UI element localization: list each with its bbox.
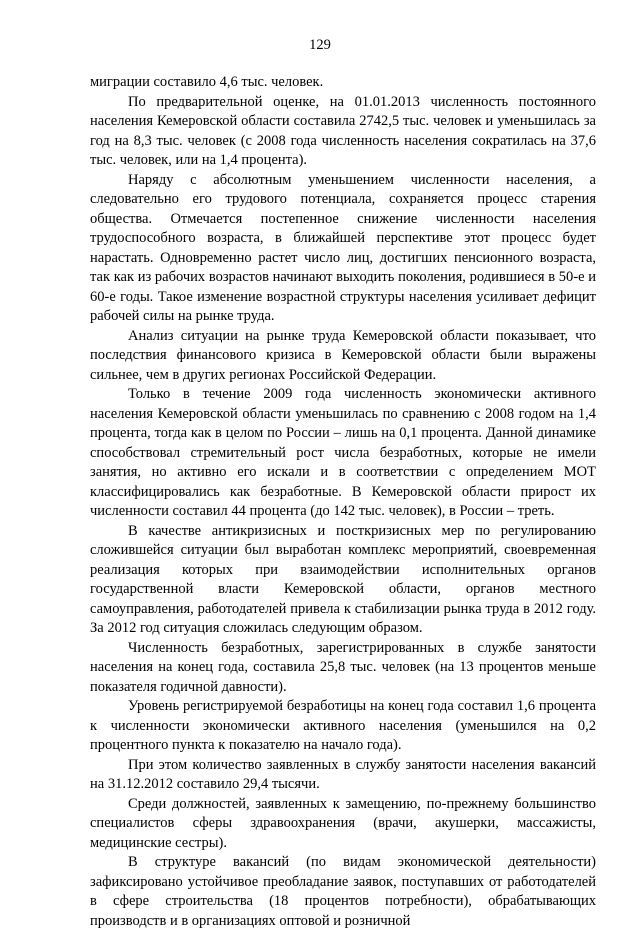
paragraph: Уровень регистрируемой безработицы на конец года составил 1,6 процента к численности экономически активного населения (уменьшился на 0,2 процентного пункта к показателю на начало года). <box>90 698 596 753</box>
document-body <box>90 73 596 931</box>
paragraph: Численность безработных, зарегистрированных в службе занятости населения на конец года, составила 25,8 тыс. человек (на 13 процентов меньше показателя годичной давности). <box>90 639 596 695</box>
paragraph: миграции составило 4,6 тыс. человек. <box>90 74 324 90</box>
paragraph: Среди должностей, заявленных к замещению, по-прежнему большинство специалистов сферы здравоохранения (врачи, акушерки, массажисты, медицинские сестры). <box>90 795 596 851</box>
paragraph: В качестве антикризисных и посткризисных мер по регулированию сложившейся ситуации был выработан комплекс мероприятий, своевременная реализация которых при взаимодействии исполнительных органов государственной власти Кемеровской области, органов местного самоуправления, работодателей привела к стабилизации рынка труда в 2012 году. За 2012 год ситуация сложилась следующим образом. <box>90 522 596 636</box>
paragraph: Анализ ситуации на рынке труда Кемеровской области показывает, что последствия финансового кризиса в Кемеровской области были выражены сильнее, чем в других регионах Российской Федерации. <box>90 327 596 383</box>
paragraph: Только в течение 2009 года численность экономически активного населения Кемеровской области уменьшилась по сравнению с 2008 годом на 1,4 процента, тогда как в целом по России – лишь на 0,1 процента. Данной динамике способствовал стремительный рост числа безработных, которые не имели занятия, но активно его искали и в соответствии с определением МОТ классифицировались как безработные. В Кемеровской области прирост их численности составил 44 процента (до 142 тыс. человек), в России – треть. <box>90 386 596 519</box>
paragraph: Наряду с абсолютным уменьшением численности населения, а следовательно его трудового потенциала, сохраняется процесс старения общества. Отмечается постепенное снижение численности населения трудоспособного возраста, в ближайшей перспективе этот процесс будет нарастать. Одновременно растет число лиц, достигших пенсионного возраста, так как из рабочих возрастов начинают выходить поколения, родившиеся в 50-е и 60-е годы. Такое изменение возрастной структуры населения усиливает дефицит рабочей силы на рынке труда. <box>90 171 596 324</box>
paragraph: В структуре вакансий (по видам экономической деятельности) зафиксировано устойчивое преобладание заявок, поступавших от работодателей в сфере строительства (18 процентов потребности), обрабатывающих производств и в организациях оптовой и розничной <box>90 854 596 929</box>
page-number: 129 <box>309 37 331 53</box>
paragraph: По предварительной оценке, на 01.01.2013 численность постоянного населения Кемеровской области составила 2742,5 тыс. человек и уменьшилась за год на 8,3 тыс. человек (с 2008 года численность населения сократилась на 37,6 тыс. человек, или на 1,4 процента). <box>90 93 596 168</box>
paragraph: При этом количество заявленных в службу занятости населения вакансий на 31.12.2012 составило 29,4 тысячи. <box>90 756 596 792</box>
